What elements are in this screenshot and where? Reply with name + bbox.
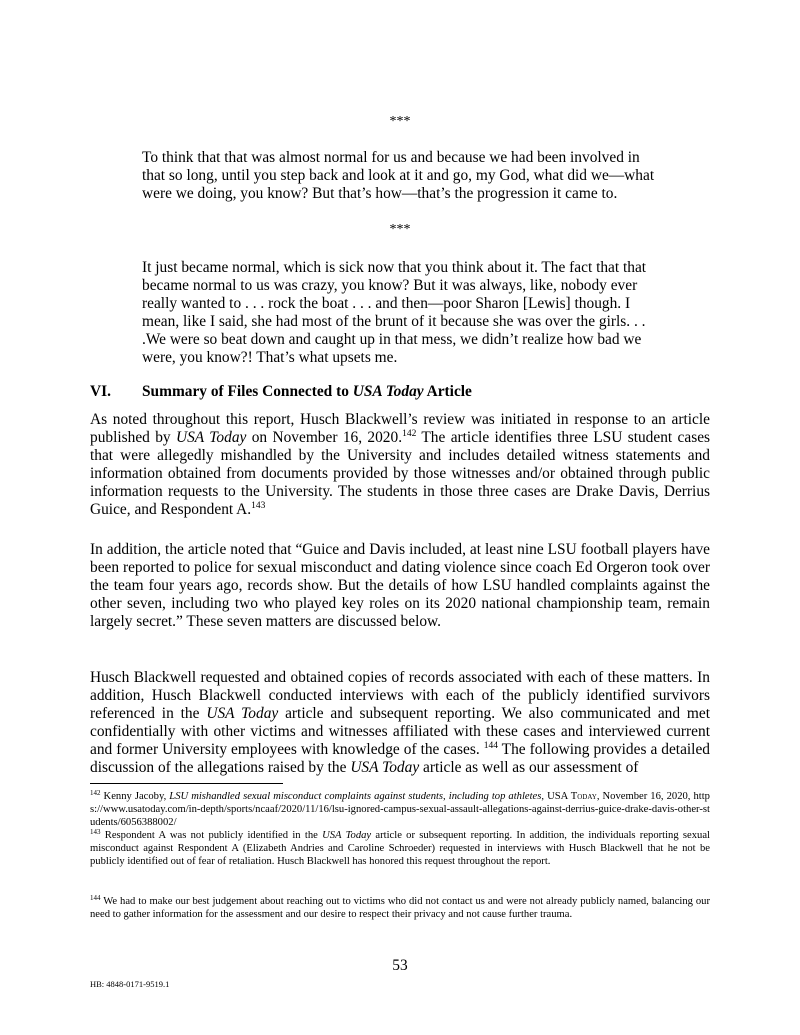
text-run: It just became normal, which is sick now that you think about it. The fact that that became normal to us was crazy, you know? But it was always, like, nobody ever really wanted to . . . rock the boat . . . and then—poor Sharon [Lewis] though. I mean, like I said, she had most of the brunt of it because she was over the girls. . . .We were so beat down and caught up in that mess, we didn’t realize how bad we were, you know?! That’s what upsets me.: [142, 259, 647, 366]
paragraph-3: [90, 669, 710, 777]
footnote-ref: 143: [90, 828, 101, 836]
text-run: The article identifies three LSU student cases that were allegedly mishandled by the University and includes detailed witness statements and information obtained from documents provided by those witnesses and/or obtained through public information requests to the University. The students in those three cases are Drake Davis, Derrius Guice, and Respondent A.: [90, 429, 711, 518]
text-run: , November 16, 2020, https://www.usatoday.com/in-depth/sports/ncaaf/2020/11/16/lsu-ignored-campus-sexual-assault-allegations-against-derrius-guice-drake-davis-other-students/6056388002/: [90, 791, 710, 829]
text-run: As noted throughout this report, Husch Blackwell’s review was initiated in response to an article published by: [90, 411, 710, 446]
text-run: , USA: [541, 791, 571, 802]
page-number: 53: [392, 957, 408, 974]
italic-text: USA Today: [175, 429, 247, 446]
italic-text: USA Today: [350, 759, 420, 776]
paragraph-2: [90, 541, 710, 631]
text-run: Respondent A was not publicly identified in the: [100, 830, 323, 841]
text-run: article as well as our assessment of: [419, 759, 639, 776]
footnote-142: [90, 790, 710, 830]
footnote-divider: [90, 783, 283, 784]
text-run: We had to make our best judgement about reaching out to victims who did not contact us and were not already publicly named, balancing our need to gather information for the assessment and our desire to respect their privacy and not cause further trauma.: [90, 896, 710, 921]
text-run: on November 16, 2020.: [246, 429, 403, 446]
italic-text: USA Today: [352, 383, 424, 400]
block-quote-1: [142, 149, 662, 203]
section-title: [142, 383, 472, 400]
text-run: Husch Blackwell requested and obtained copies of records associated with each of these matters. In addition, Husch Blackwell conducted interviews with each of the publicly identified survivors referenced in the: [90, 669, 710, 722]
footnote-ref: 142: [90, 789, 101, 797]
section-separator: ***: [389, 114, 411, 129]
footnote-144: [90, 895, 710, 921]
section-number: VI.: [90, 383, 111, 400]
footnote-ref: 143: [251, 501, 266, 511]
text-run: article and subsequent reporting. We also communicated and met confidentially with other victims and witnesses affiliated with these cases and interviewed current and former University employees with knowledge of the cases.: [90, 705, 710, 758]
block-quote-2: [142, 259, 662, 367]
section-heading: [90, 383, 472, 401]
italic-text: LSU mishandled sexual misconduct complaints against students, including top athletes: [169, 791, 542, 802]
text-run: Article: [423, 383, 472, 400]
document-id: HB: 4848-0171-9519.1: [90, 979, 170, 989]
small-caps-text: Today: [570, 791, 597, 802]
text-run: The following provides a detailed discussion of the allegations raised by the: [90, 741, 710, 776]
paragraph-1: [90, 411, 710, 519]
text-run: Summary of Files Connected to: [142, 383, 353, 400]
footnote-143: [90, 829, 710, 869]
text-run: In addition, the article noted that “Guice and Davis included, at least nine LSU football players have been reported to police for sexual misconduct and dating violence since coach Ed Orgeron took over the team four years ago, records show. But the details of how LSU handled complaints against the other seven, including two who played key roles on its 2020 national championship team, remain largely secret.” These seven matters are discussed below.: [90, 541, 710, 630]
italic-text: USA Today: [322, 830, 372, 841]
section-separator: ***: [389, 222, 411, 237]
italic-text: USA Today: [206, 705, 279, 722]
footnote-ref: 144: [90, 894, 101, 902]
text-run: Kenny Jacoby,: [100, 791, 170, 802]
text-run: article or subsequent reporting. In addition, the individuals reporting sexual misconduct against Respondent A (Elizabeth Andries and Caroline Schroeder) requested in interviews with Husch Blackwell that he not be publicly identified out of fear of retaliation. Husch Blackwell has honored this request throughout the report.: [90, 830, 710, 868]
footnote-ref: 142: [402, 429, 417, 439]
footnote-ref: 144: [483, 741, 498, 751]
text-run: To think that that was almost normal for us and because we had been involved in that so long, until you step back and look at it and go, my God, what did we—what were we doing, you know? But that’s how—that’s the progression it came to.: [142, 149, 655, 202]
